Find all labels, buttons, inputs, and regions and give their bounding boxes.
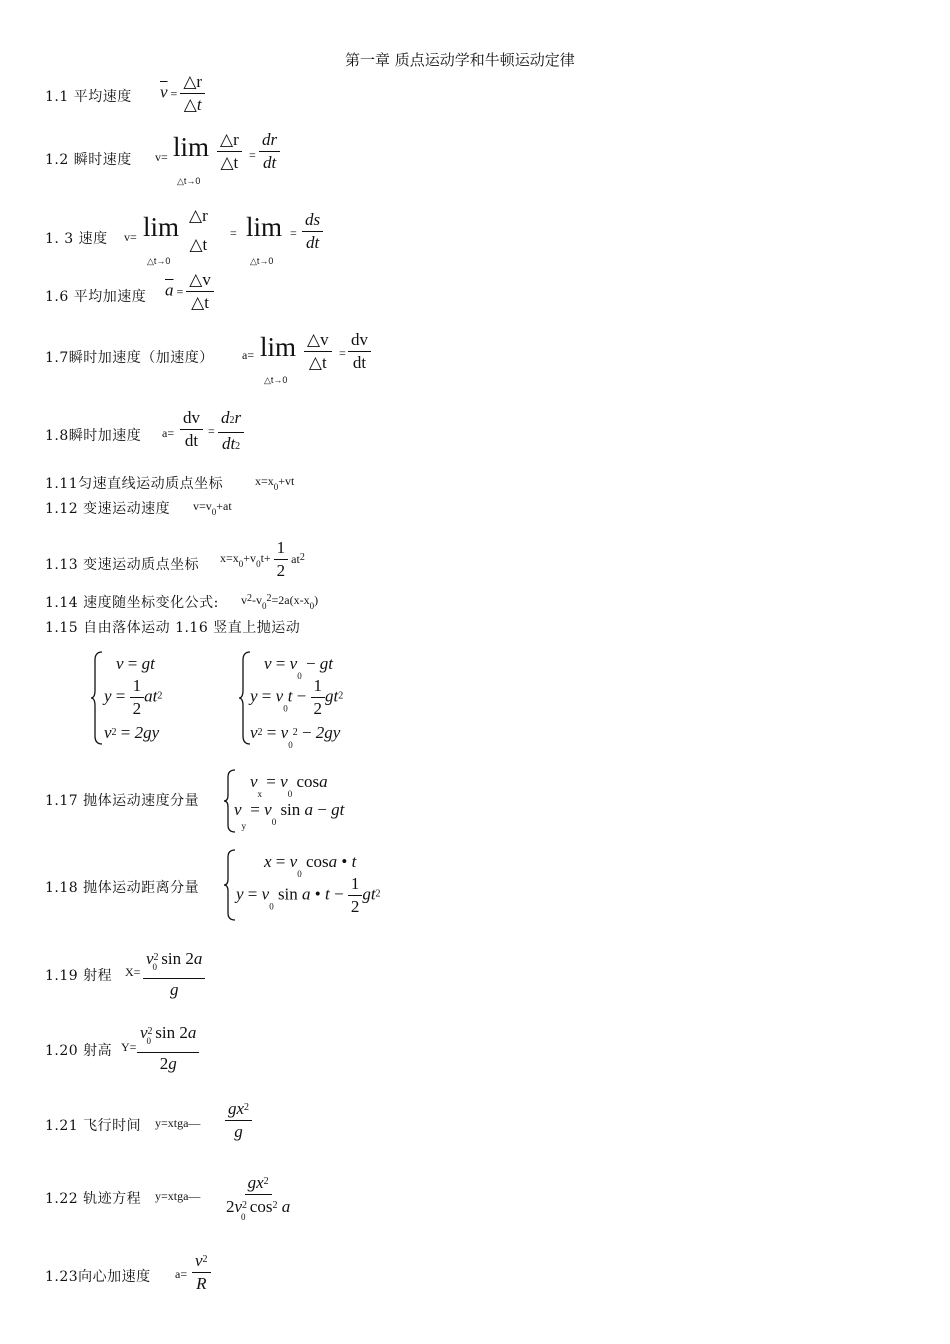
formula-label-1-18: 1.18 抛体运动距离分量 (45, 880, 200, 896)
formula-1-15-line3: $v^2 = 2gy$ (104, 723, 160, 742)
formula-1-13: $x=x_0+v_0t+$ $\frac{1}{2}$ $at^2$ (220, 538, 305, 580)
formula-1-16-line2: $y = v_0t$ − $\frac{1}{2}$ $gt^2$ (250, 676, 344, 718)
formula-label-1-22: 1.22 轨迹方程 (45, 1191, 142, 1207)
formula-label-1-11: 1.11匀速直线运动质点坐标 (45, 476, 224, 492)
formula-label-1-7: 1.7瞬时加速度（加速度） (45, 350, 214, 366)
formula-1-16-line3: $v^2 = v_0^2 - 2gy$ (250, 723, 341, 750)
formula-label-1-15-1-16: 1.15 自由落体运动 1.16 竖直上抛运动 (45, 620, 301, 636)
formula-label-1-23: 1.23向心加速度 (45, 1269, 151, 1285)
formula-1-1: $\overline{v}$ = $\frac{\triangle r}{\triangle t}$ (160, 72, 205, 115)
formula-label-1-14: 1.14 速度随坐标变化公式: (45, 595, 219, 611)
formula-label-1-1: 1.1 平均速度 (45, 89, 132, 105)
formula-1-12: $v=v_0+at$ (193, 499, 232, 517)
formula-label-1-19: 1.19 射程 (45, 968, 113, 984)
formula-1-18-line1: $x = v_0$ cosa • t (264, 852, 357, 879)
formula-1-11: $x=x_0+vt$ (255, 474, 295, 492)
formula-label-1-21: 1.21 飞行时间 (45, 1118, 142, 1134)
formula-label-1-20: 1.20 射高 (45, 1043, 113, 1059)
formula-1-15-line1: v = gt (116, 654, 155, 673)
formula-label-1-12: 1.12 变速运动速度 (45, 501, 171, 517)
formula-1-6: $\overline{a}$ = $\frac{\triangle v}{\triangle t}$ (165, 270, 214, 313)
formula-label-1-17: 1.17 抛体运动速度分量 (45, 793, 200, 809)
brace-1-15 (90, 650, 104, 746)
formula-label-1-3: 1. 3 速度 (45, 231, 108, 247)
formula-label-1-13: 1.13 变速运动质点坐标 (45, 557, 200, 573)
formula-1-16-line1: $v = v_0$ − gt (264, 654, 334, 681)
formula-1-18-line2: $y = v_0$ sin a • t − $\frac{1}{2}$ $gt^2$ (236, 874, 381, 916)
chapter-title: 第一章 质点运动学和牛顿运动定律 (345, 51, 575, 69)
formula-label-1-2: 1.2 瞬时速度 (45, 152, 132, 168)
brace-1-18 (223, 848, 237, 922)
formula-1-17-line1: $v_x = v_0$ cosa (250, 772, 328, 799)
formula-1-14: $v^2-v_0^2=2a(x-x_0)$ (241, 593, 319, 611)
formula-label-1-8: 1.8瞬时加速度 (45, 428, 142, 444)
formula-1-15-line2: y = $\frac{1}{2}$ $at^2$ (104, 676, 163, 718)
formula-1-17-line2: $v_y = v_0$ sin a − gt (234, 800, 345, 831)
formula-label-1-6: 1.6 平均加速度 (45, 289, 147, 305)
